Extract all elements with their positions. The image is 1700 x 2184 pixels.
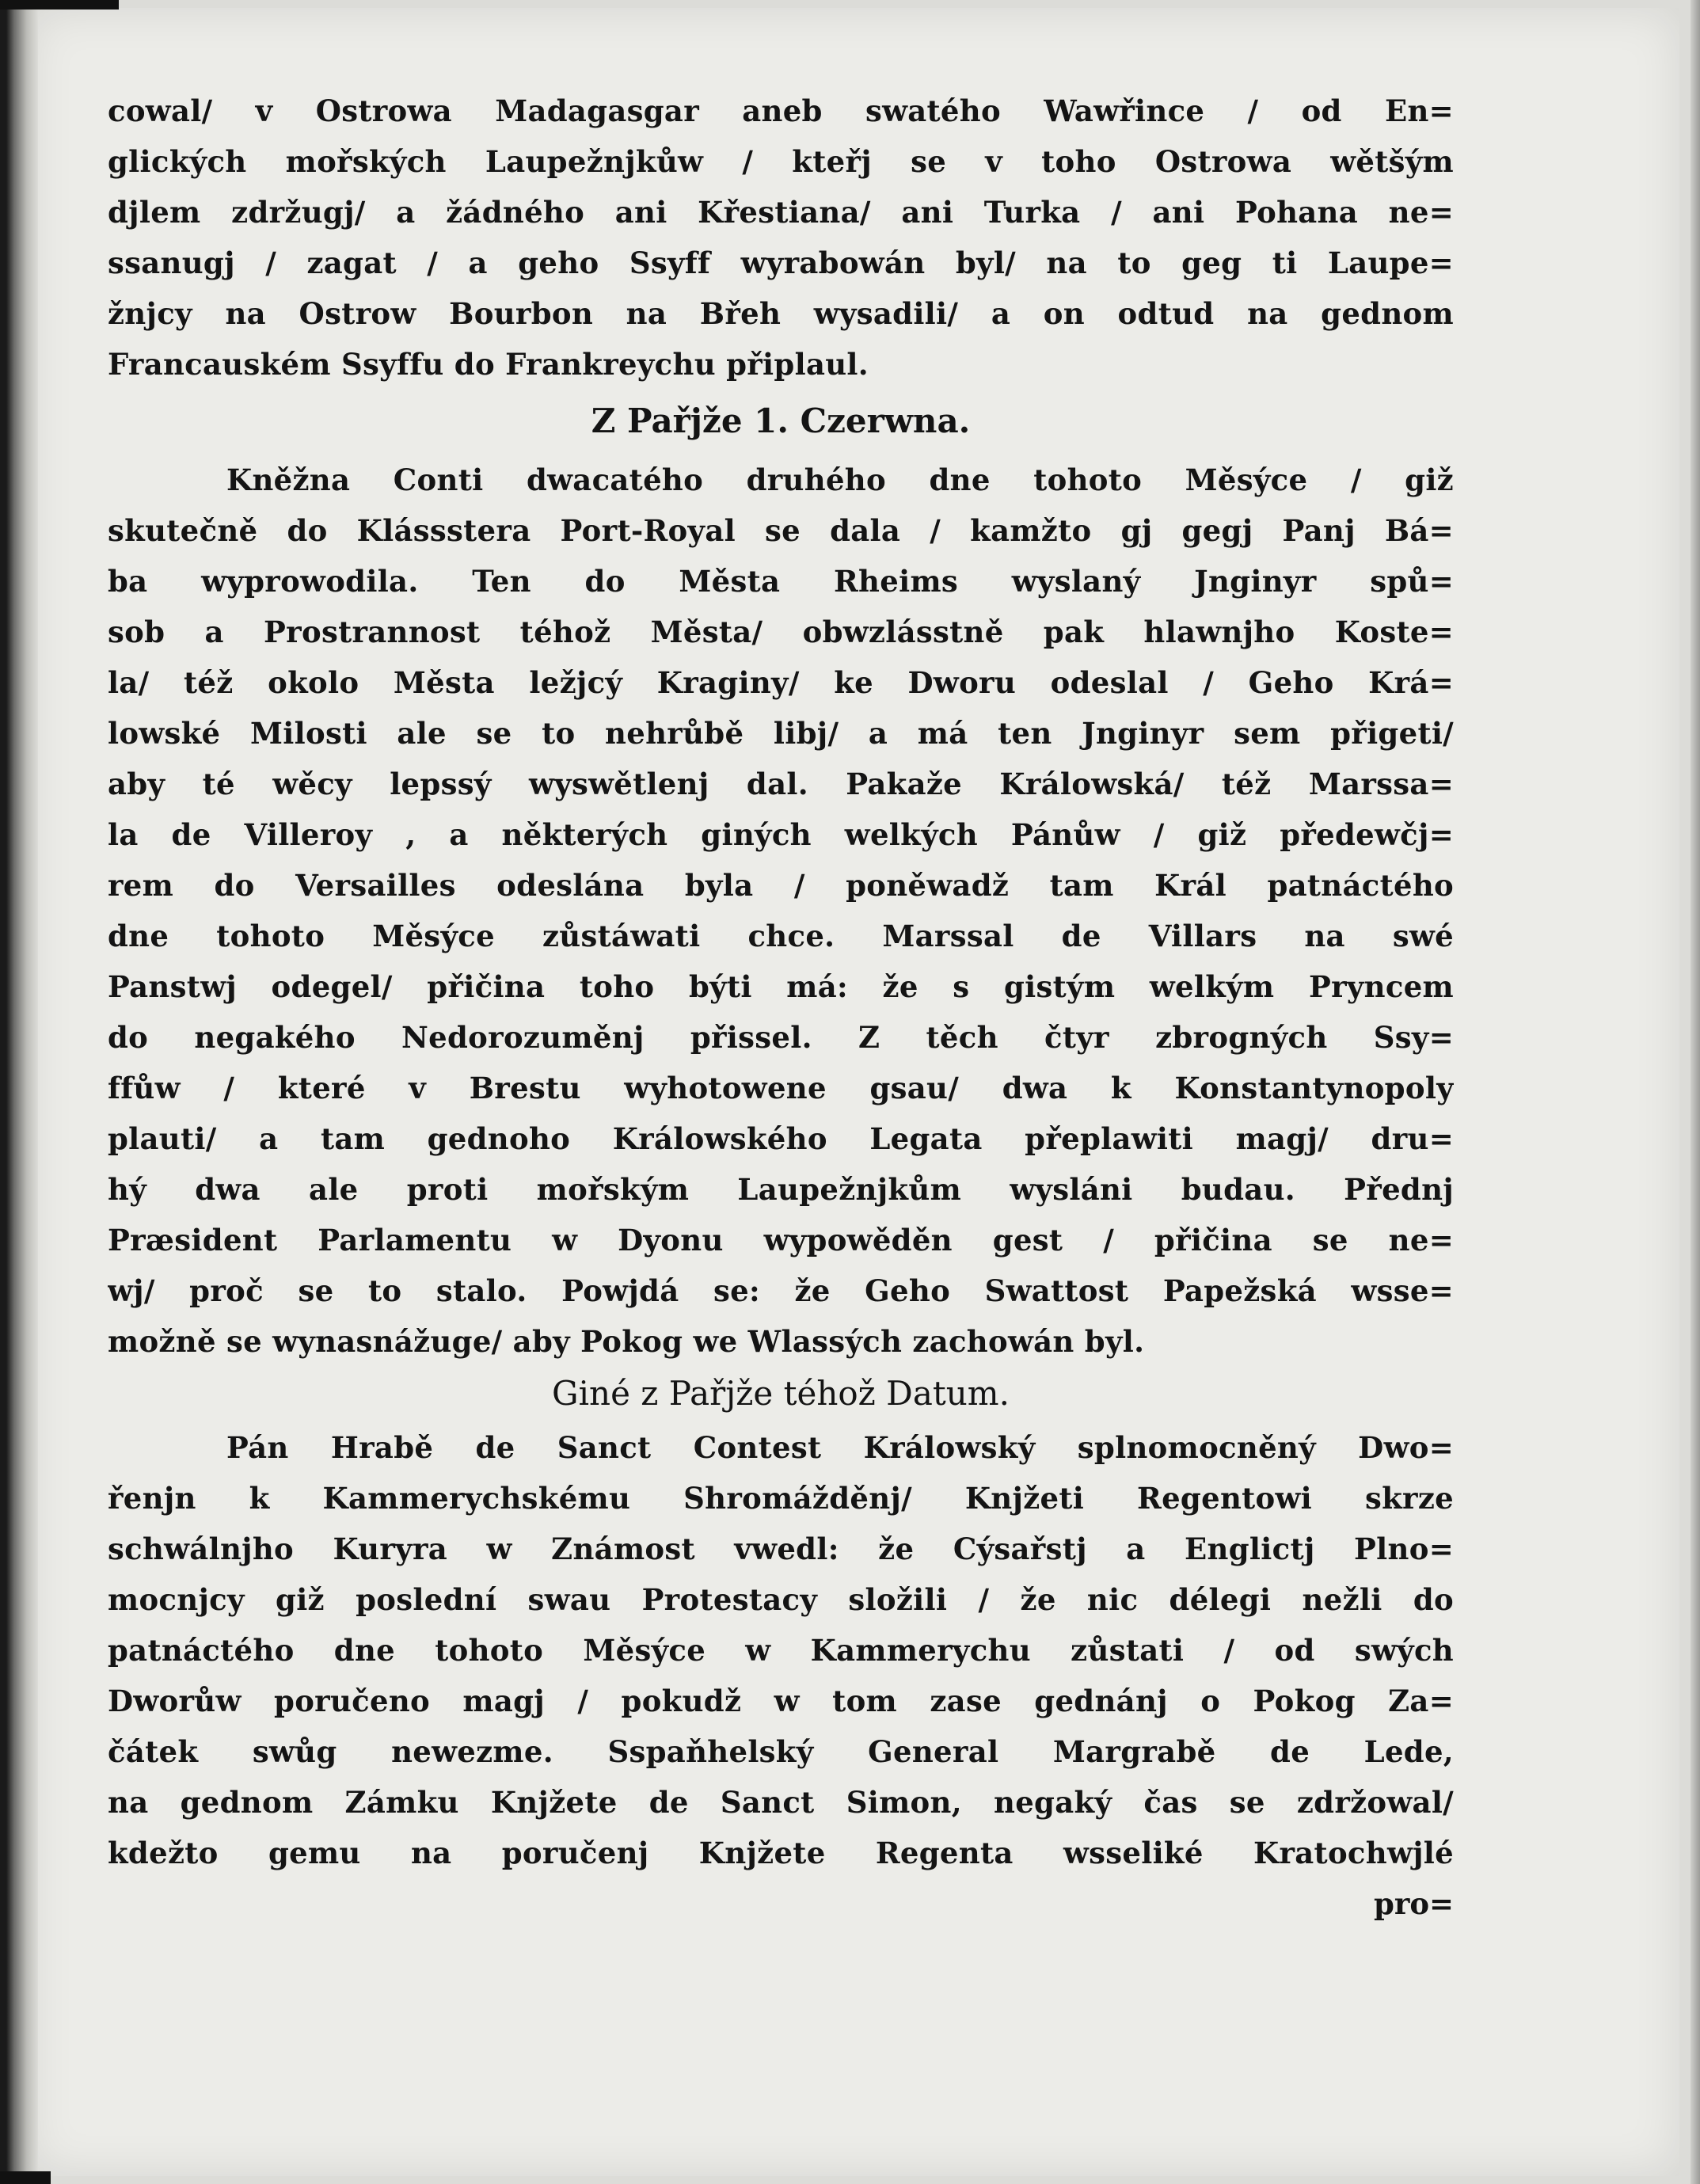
text-line: ba wyprowodila. Ten do Města Rheims wyslaný Jnginyr spů= bbox=[108, 564, 1454, 599]
text-line: čátek swůg newezme. Sspaňhelský General Margrabě de Lede, bbox=[108, 1734, 1454, 1769]
text-line: glických mořských Laupežnjkůw / kteřj se v toho Ostrowa wětšým bbox=[108, 144, 1454, 179]
text-line: ffůw / které v Brestu wyhotowene gsau/ dwa k Konstantynopoly bbox=[108, 1071, 1454, 1105]
text-line: rem do Versailles odeslána byla / poněwadž tam Král patnáctého bbox=[108, 868, 1454, 903]
page-edge bbox=[1690, 0, 1700, 2184]
text-line: Præsident Parlamentu w Dyonu wypowěděn gest / přičina se ne= bbox=[108, 1223, 1454, 1258]
text-line: aby té wěcy lepssý wyswětlenj dal. Pakaže Králowská/ též Marssa= bbox=[108, 767, 1454, 801]
text-line: Pán Hrabě de Sanct Contest Králowský splnomocněný Dwo= bbox=[226, 1430, 1454, 1465]
text-line: Kněžna Conti dwacatého druhého dne tohoto Měsýce / giž bbox=[226, 462, 1454, 497]
text-line: djlem zdržugj/ a žádného ani Křestiana/ ani Turka / ani Pohana ne= bbox=[108, 195, 1454, 230]
scan-border-bottom bbox=[0, 2171, 51, 2184]
text-line: možně se wynasnážuge/ aby Pokog we Wlassých zachowán byl. bbox=[108, 1324, 1145, 1359]
text-line: lowské Milosti ale se to nehrůbě libj/ a má ten Jnginyr sem přigeti/ bbox=[108, 716, 1454, 751]
text-line: žnjcy na Ostrow Bourbon na Břeh wysadili/ a on odtud na gednom bbox=[108, 296, 1454, 331]
text-line: Francauském Ssyffu do Frankreychu připlaul. bbox=[108, 347, 869, 382]
section-heading: Giné z Pařjže téhož Datum. bbox=[552, 1374, 1010, 1413]
scan-border-top bbox=[0, 0, 119, 10]
text-line: hý dwa ale proti mořským Laupežnjkům wysláni budau. Přednj bbox=[108, 1172, 1454, 1207]
text-line: la/ též okolo Města ležjcý Kraginy/ ke Dworu odeslal / Geho Krá= bbox=[108, 665, 1454, 700]
text-line: dne tohoto Měsýce zůstáwati chce. Marssal de Villars na swé bbox=[108, 919, 1454, 953]
text-line: schwálnjho Kuryra w Známost vwedl: že Cýsařstj a Englictj Plno= bbox=[108, 1531, 1454, 1566]
text-line: ssanugj / zagat / a geho Ssyff wyrabowán byl/ na to geg ti Laupe= bbox=[108, 245, 1454, 280]
book-spine-shadow bbox=[0, 0, 38, 2184]
text-line: řenjn k Kammerychskému Shromážděnj/ Knjžeti Regentowi skrze bbox=[108, 1481, 1454, 1516]
text-line: skutečně do Klássstera Port-Royal se dala / kamžto gj gegj Panj Bá= bbox=[108, 513, 1454, 548]
text-line: kdežto gemu na poručenj Knjžete Regenta wsseliké Kratochwjlé bbox=[108, 1836, 1454, 1870]
text-line: cowal/ v Ostrowa Madagasgar aneb swatého Wawřince / od En= bbox=[108, 93, 1454, 128]
text-line: wj/ proč se to stalo. Powjdá se: že Geho Swattost Papežská wsse= bbox=[108, 1273, 1454, 1308]
text-line: mocnjcy giž poslední swau Protestacy složili / že nic délegi nežli do bbox=[108, 1582, 1454, 1617]
text-line: do negakého Nedorozuměnj přissel. Z těch čtyr zbrogných Ssy= bbox=[108, 1020, 1454, 1055]
catchword: pro= bbox=[1373, 1886, 1454, 1921]
text-line: la de Villeroy , a některých giných welkých Pánůw / giž předewčj= bbox=[108, 817, 1454, 852]
text-line: na gednom Zámku Knjžete de Sanct Simon, negaký čas se zdržowal/ bbox=[108, 1785, 1454, 1820]
text-line: plauti/ a tam gednoho Králowského Legata přeplawiti magj/ dru= bbox=[108, 1121, 1454, 1156]
section-heading: Z Pařjže 1. Czerwna. bbox=[591, 401, 971, 440]
text-line: sob a Prostrannost téhož Města/ obwzlásstně pak hlawnjho Koste= bbox=[108, 614, 1454, 649]
text-line: Dworůw poručeno magj / pokudž w tom zase gednánj o Pokog Za= bbox=[108, 1684, 1454, 1718]
text-line: patnáctého dne tohoto Měsýce w Kammerychu zůstati / od swých bbox=[108, 1633, 1454, 1668]
text-line: Panstwj odegel/ přičina toho býti má: že s gistým welkým Pryncem bbox=[108, 969, 1454, 1004]
